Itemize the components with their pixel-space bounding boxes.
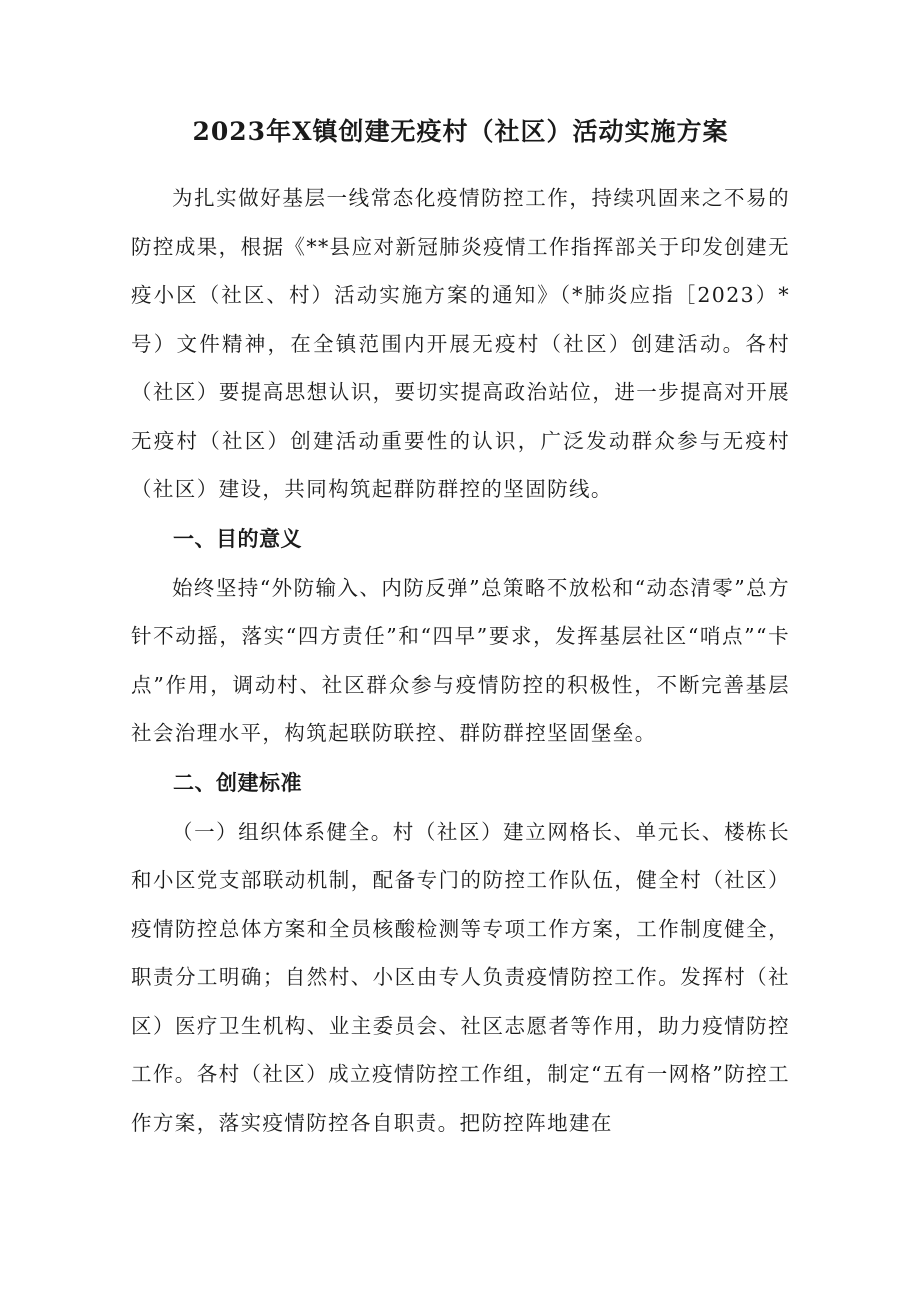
section-standards bbox=[131, 758, 790, 1148]
document-title: 2023年X镇创建无疫村（社区）活动实施方案 bbox=[192, 117, 729, 146]
section-paragraph-purpose: 始终坚持“外防输入、内防反弹”总策略不放松和“动态清零”总方针不动摇，落实“四方责任”和“四早”要求，发挥基层社区“哨点”“卡点”作用，调动村、社区群众参与疫情防控的积极性，不断完善基层社会治理水平，构筑起联防联控、群防群控坚固堡垒。 bbox=[131, 575, 790, 745]
intro-paragraph: 为扎实做好基层一线常态化疫情防控工作，持续巩固来之不易的防控成果，根据《**县应对新冠肺炎疫情工作指挥部关于印发创建无疫小区（社区、村）活动实施方案的通知》（*肺炎应指［2023）*号）文件精神，在全镇范围内开展无疫村（社区）创建活动。各村（社区）要提高思想认识，要切实提高政治站位，进一步提高对开展无疫村（社区）创建活动重要性的认识，广泛发动群众参与无疫村（社区）建设，共同构筑起群防群控的坚固防线。 bbox=[131, 186, 790, 501]
section-heading-standards: 二、创建标准 bbox=[173, 770, 302, 795]
section-paragraph-standards: （一）组织体系健全。村（社区）建立网格长、单元长、楼栋长和小区党支部联动机制，配备专门的防控工作队伍，健全村（社区）疫情防控总体方案和全员核酸检测等专项工作方案，工作制度健全，职责分工明确；自然村、小区由专人负责疫情防控工作。发挥村（社区）医疗卫生机构、业主委员会、社区志愿者等作用，助力疫情防控工作。各村（社区）成立疫情防控工作组，制定“五有一网格”防控工作方案，落实疫情防控各自职责。把防控阵地建在 bbox=[131, 819, 790, 1135]
section-heading-purpose: 一、目的意义 bbox=[173, 526, 302, 551]
section-purpose bbox=[131, 514, 790, 758]
